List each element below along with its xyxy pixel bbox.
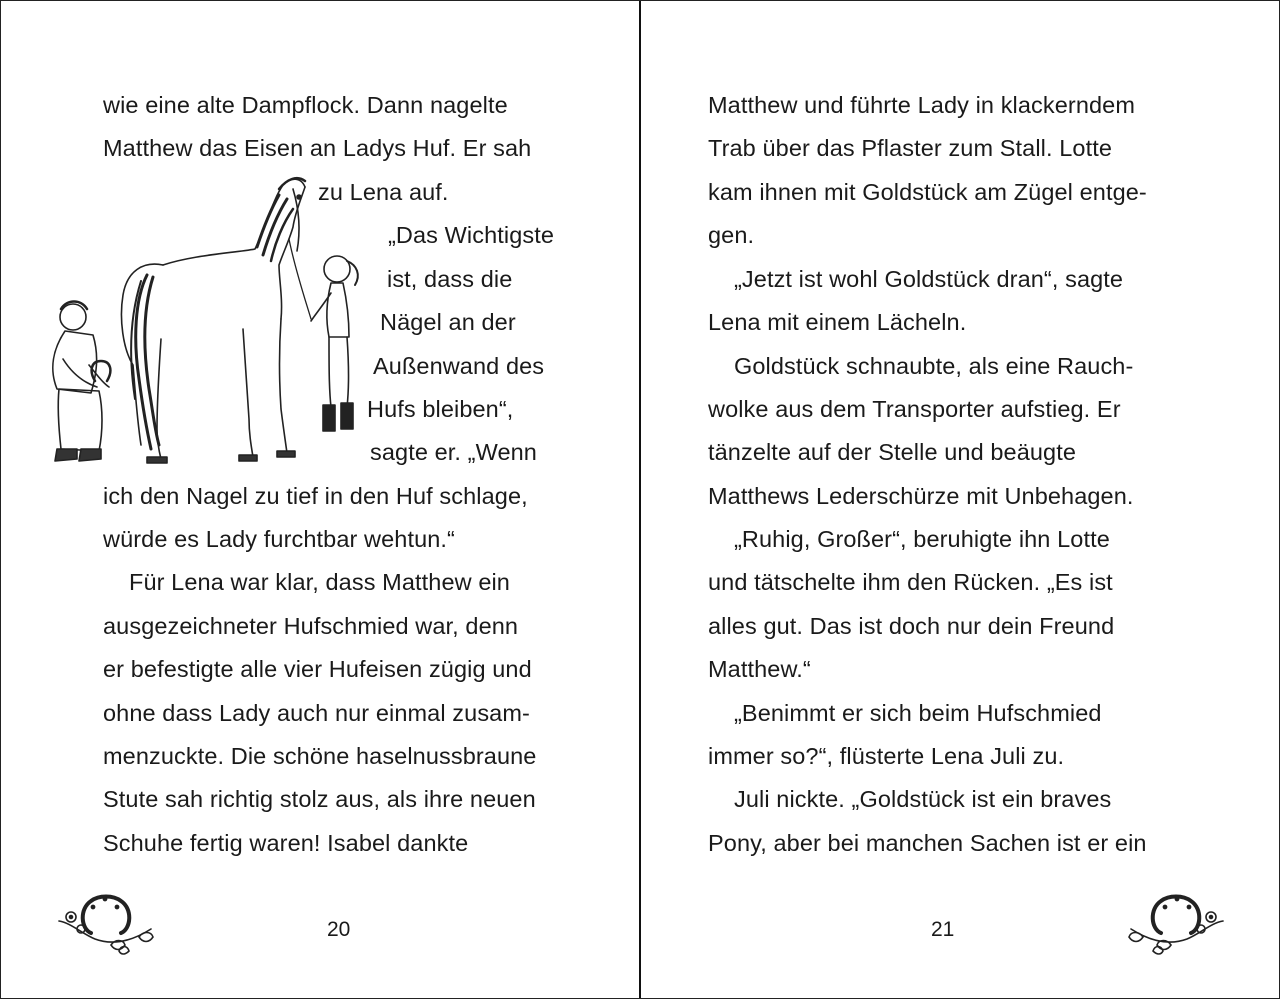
text-line: immer so?“, flüsterte Lena Juli zu. — [708, 743, 1065, 769]
text-line: und tätschelte ihm den Rücken. „Es ist — [708, 569, 1113, 595]
text-line: „Ruhig, Großer“, beruhigte ihn Lotte — [734, 526, 1110, 552]
text-line: „Benimmt er sich beim Hufschmied — [734, 700, 1102, 726]
text-line: ich den Nagel zu tief in den Huf schlage, — [103, 483, 528, 509]
text-line: Nägel an der — [380, 309, 516, 335]
text-line: Matthew das Eisen an Ladys Huf. Er sah — [103, 135, 532, 161]
text-line: Lena mit einem Lächeln. — [708, 309, 967, 335]
farrier-horse-girl-illustration — [43, 169, 363, 475]
text-line: er befestigte alle vier Hufeisen zügig und — [103, 656, 532, 682]
text-line: zu Lena auf. — [318, 179, 449, 205]
page-number: 21 — [931, 918, 955, 941]
text-line: Matthews Lederschürze mit Unbehagen. — [708, 483, 1134, 509]
text-line: wolke aus dem Transporter aufstieg. Er — [708, 396, 1121, 422]
text-line: gen. — [708, 222, 755, 248]
text-line: Trab über das Pflaster zum Stall. Lotte — [708, 135, 1113, 161]
page-number: 20 — [327, 918, 351, 941]
text-line: wie eine alte Dampflock. Dann nagelte — [103, 92, 508, 118]
text-line: sagte er. „Wenn — [370, 439, 537, 465]
text-line: ausgezeichneter Hufschmied war, denn — [103, 613, 519, 639]
text-line: Außenwand des — [373, 353, 545, 379]
text-line: Stute sah richtig stolz aus, als ihre neuen — [103, 786, 536, 812]
text-line: Pony, aber bei manchen Sachen ist er ein — [708, 830, 1147, 856]
text-line: Goldstück schnaubte, als eine Rauch- — [734, 353, 1134, 379]
text-line: ist, dass die — [387, 266, 513, 292]
text-line: würde es Lady furchtbar wehtun.“ — [103, 526, 455, 552]
text-line: menzuckte. Die schöne haselnussbraune — [103, 743, 537, 769]
text-line: „Das Wichtigste — [388, 222, 555, 248]
text-line: Für Lena war klar, dass Matthew ein — [129, 569, 510, 595]
right-page — [641, 1, 1279, 998]
text-line: Hufs bleiben“, — [367, 396, 514, 422]
text-line: tänzelte auf der Stelle und beäugte — [708, 439, 1077, 465]
horseshoe-flower-ornament-icon — [1127, 893, 1227, 957]
text-line: kam ihnen mit Goldstück am Zügel entge- — [708, 179, 1147, 205]
text-line: Juli nickte. „Goldstück ist ein braves — [734, 786, 1112, 812]
text-line: „Jetzt ist wohl Goldstück dran“, sagte — [734, 266, 1124, 292]
text-line: Matthew und führte Lady in klackerndem — [708, 92, 1136, 118]
left-page — [1, 1, 639, 998]
text-line: Matthew.“ — [708, 656, 811, 682]
text-line: alles gut. Das ist doch nur dein Freund — [708, 613, 1115, 639]
text-line: Schuhe fertig waren! Isabel dankte — [103, 830, 469, 856]
horseshoe-flower-ornament-icon — [55, 893, 155, 957]
text-line: ohne dass Lady auch nur einmal zusam- — [103, 700, 530, 726]
